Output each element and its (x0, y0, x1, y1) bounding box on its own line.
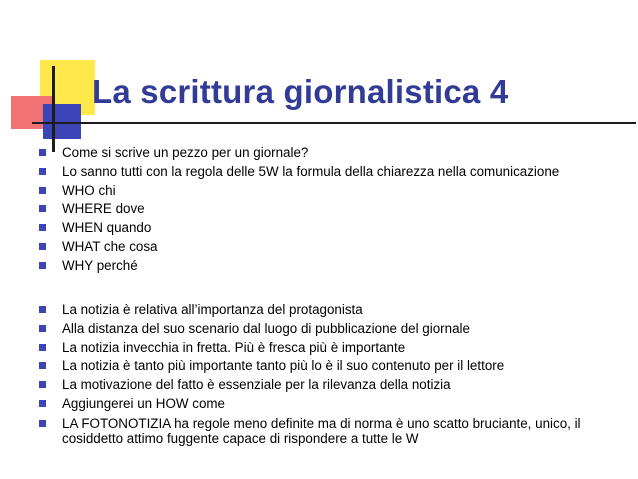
list-item-text: WHY perché (62, 257, 138, 273)
list-item-text: WHO chi (62, 182, 116, 198)
list-item (38, 219, 630, 238)
list-item-text: Aggiungerei un HOW come (62, 395, 225, 411)
list-item-text: La notizia è tanto più importante tanto più lo è il suo contenuto per il lettore (62, 358, 505, 374)
square-bullet-icon (39, 400, 46, 407)
list-item (38, 200, 630, 219)
square-bullet-icon (39, 420, 46, 427)
list-item (38, 238, 630, 257)
list-item (38, 182, 630, 201)
bullet-list-5w (38, 144, 630, 276)
square-bullet-icon (39, 325, 46, 332)
list-item (38, 339, 630, 358)
list-item-text: Alla distanza del suo scenario dal luogo di pubblicazione del giornale (62, 320, 470, 336)
list-item-text: Come si scrive un pezzo per un giornale? (62, 145, 309, 160)
square-bullet-icon (39, 381, 46, 388)
list-item-text: La motivazione del fatto è essenziale per la rilevanza della notizia (62, 377, 451, 393)
square-bullet-icon (39, 224, 46, 231)
square-bullet-icon (39, 205, 46, 212)
list-item (38, 395, 630, 414)
list-item-text: La notizia invecchia in fretta. Più è fresca più è importante (62, 339, 406, 355)
list-item (38, 414, 630, 447)
list-item-text: WHERE dove (62, 201, 145, 217)
list-item-text: WHAT che cosa (62, 238, 158, 254)
list-item (38, 320, 630, 339)
list-item-text: WHEN quando (62, 220, 152, 236)
square-bullet-icon (39, 243, 46, 250)
square-bullet-icon (39, 168, 46, 175)
list-item (38, 144, 630, 163)
square-bullet-icon (39, 306, 46, 313)
list-item (38, 163, 630, 182)
list-item-text: La notizia è relativa all’importanza del protagonista (62, 302, 363, 317)
list-item (38, 357, 630, 376)
list-item (38, 301, 630, 320)
decor-horizontal-line (32, 122, 636, 124)
square-bullet-icon (39, 149, 46, 156)
list-item-text: Lo sanno tutti con la regola delle 5W la formula della chiarezza nella comunicazione (62, 163, 560, 179)
square-bullet-icon (39, 187, 46, 194)
list-item (38, 257, 630, 276)
square-bullet-icon (39, 344, 46, 351)
decor-vertical-line (52, 66, 55, 152)
list-item-text: LA FOTONOTIZIA ha regole meno definite ma di norma è uno scatto bruciante, unico, il cosiddetto attimo fuggente capace di rispondere a tutte le W (62, 415, 581, 447)
list-item (38, 376, 630, 395)
square-bullet-icon (39, 262, 46, 269)
bullet-list-notizia (38, 301, 630, 447)
square-bullet-icon (39, 362, 46, 369)
slide-title: La scrittura giornalistica 4 (92, 73, 509, 110)
